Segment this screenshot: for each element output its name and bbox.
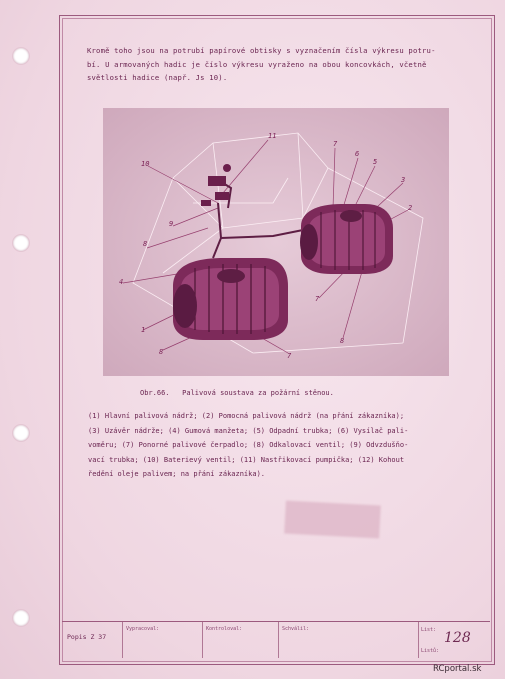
checked-by-cell xyxy=(202,622,279,658)
sheet-label: List: xyxy=(421,627,437,633)
callout-label: 7 xyxy=(333,140,338,148)
figure-caption: Obr.66. Palivová soustava za požární stěnou. xyxy=(140,389,334,397)
doc-label-cell xyxy=(62,622,122,658)
aux-fuel-tank-drawing xyxy=(300,204,393,274)
site-watermark: RCportal.sk xyxy=(433,664,482,674)
fuel-system-figure xyxy=(103,108,449,376)
prepared-by-label: Vypracoval: xyxy=(126,626,160,632)
callout-label: 7 xyxy=(315,295,320,303)
callout-label: 8 xyxy=(143,240,148,248)
binder-hole xyxy=(13,425,29,441)
callout-label: 10 xyxy=(141,160,150,168)
callout-label: 8 xyxy=(340,337,345,345)
binder-hole xyxy=(13,48,29,64)
approved-by-label: Schválil: xyxy=(282,626,310,632)
doc-label: Popis Z 37 xyxy=(67,633,107,641)
callout-label: 5 xyxy=(373,158,378,166)
callout-label: 1 xyxy=(141,326,146,334)
checked-by-label: Kontroloval: xyxy=(206,626,243,632)
sheet-number: 128 xyxy=(444,630,471,646)
main-fuel-tank-drawing xyxy=(173,258,288,340)
prepared-by-cell xyxy=(122,622,193,658)
binder-hole xyxy=(13,610,29,626)
figure-legend: (1) Hlavní palivová nádrž; (2) Pomocná palivová nádrž (na přání zákazníka); (3) Uzávěr nádrže; (4) Gumová manžeta; (5) Odpadní trubka; (6) Vysílač pali- voměru; (7) Ponorné palivové čerpadlo; (8) Odkalovací ventil; (9) Odvzdušňo- vací trubka; (10) Baterievý ventil; (11) Nastřikovací pumpička; (12) Kohout ředění oleje palivem; na přání zákazníka). xyxy=(88,412,409,479)
callout-label: 3 xyxy=(401,176,406,184)
callout-label: 8 xyxy=(159,348,164,356)
approved-by-cell xyxy=(278,622,419,658)
intro-paragraph: Kromě toho jsou na potrubí papírové obtisky s vyznačením čísla výkresu potru- bí. U armovaných hadic je číslo výkresu vyraženo na obou koncovkách, včetně světlosti hadice (např. Js 10). xyxy=(87,46,436,82)
callout-label: 4 xyxy=(119,278,124,286)
binder-hole xyxy=(13,235,29,251)
sheets-total-label: Listů: xyxy=(421,648,440,654)
callout-label: 7 xyxy=(287,352,292,360)
paper-smudge xyxy=(284,501,381,539)
callout-label: 11 xyxy=(268,132,277,140)
callout-label: 9 xyxy=(169,220,174,228)
callout-label: 6 xyxy=(355,150,360,158)
callout-label: 2 xyxy=(408,204,413,212)
